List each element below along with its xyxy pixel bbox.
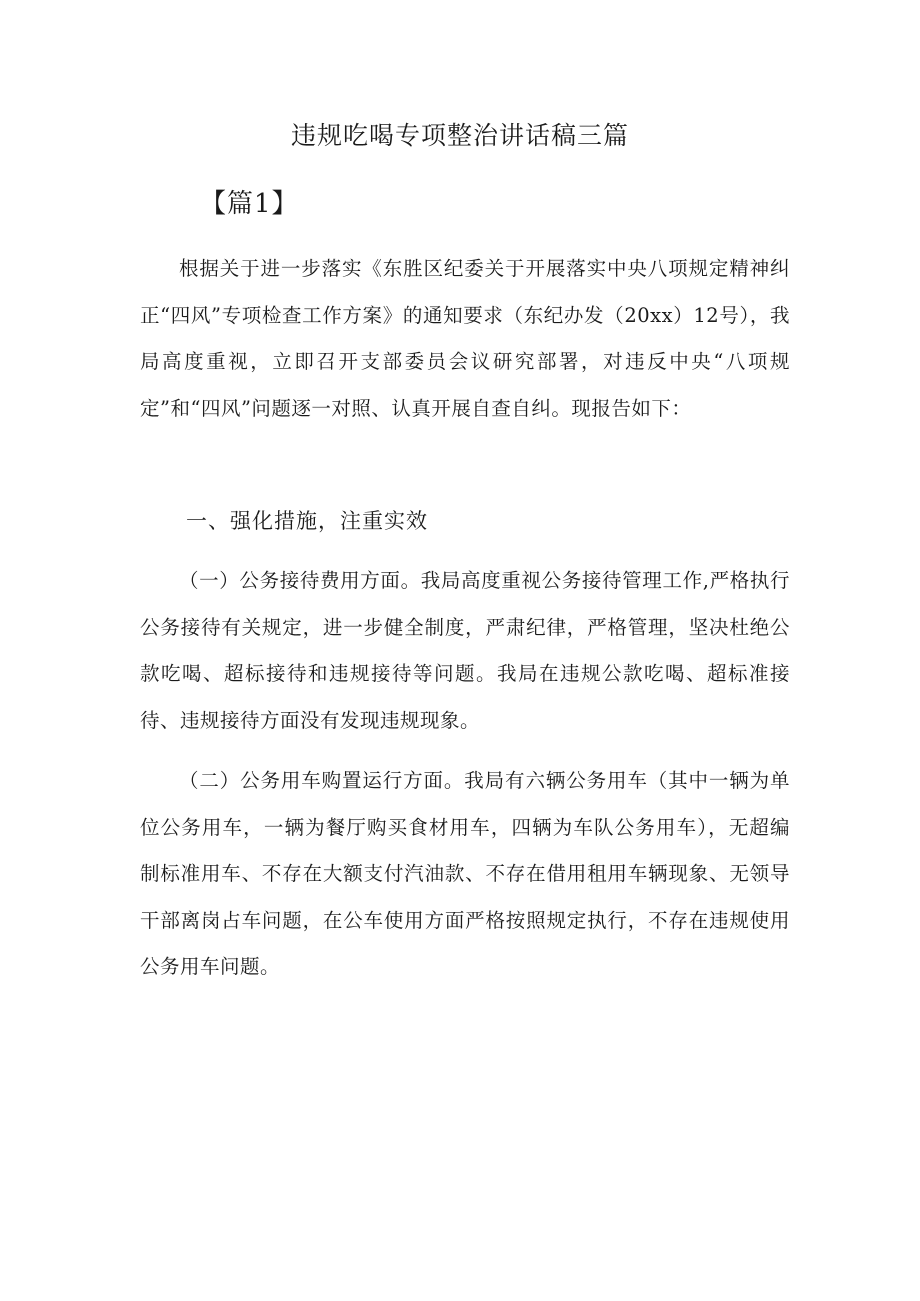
paragraph-reception: （一）公务接待费用方面。我局高度重视公务接待管理工作,严格执行公务接待有关规定，进一步健全制度，严肃纪律，严格管理，坚决杜绝公款吃喝、超标接待和违规接待等问题。我局在违规公款吃喝、超标准接待、违规接待方面没有发现违规现象。 — [140, 569, 790, 732]
document-title: 违规吃喝专项整治讲话稿三篇 — [290, 121, 629, 150]
section-label: 【篇1】 — [200, 189, 299, 219]
paragraph-intro: 根据关于进一步落实《东胜区纪委关于开展落实中央八项规定精神纠正“四风”专项检查工作方案》的通知要求（东纪办发（20xx）12号），我局高度重视，立即召开支部委员会议研究部署，对违反中央“八项规定”和“四风”问题逐一对照、认真开展自查自纠。现报告如下： — [140, 257, 790, 420]
paragraph-vehicles: （二）公务用车购置运行方面。我局有六辆公务用车（其中一辆为单位公务用车，一辆为餐厅购买食材用车，四辆为车队公务用车），无超编制标准用车、不存在大额支付汽油款、不存在借用租用车辆现象、无领导干部离岗占车问题，在公车使用方面严格按照规定执行，不存在违规使用公务用车问题。 — [140, 769, 790, 978]
section-heading: 一、强化措施，注重实效 — [186, 509, 428, 533]
